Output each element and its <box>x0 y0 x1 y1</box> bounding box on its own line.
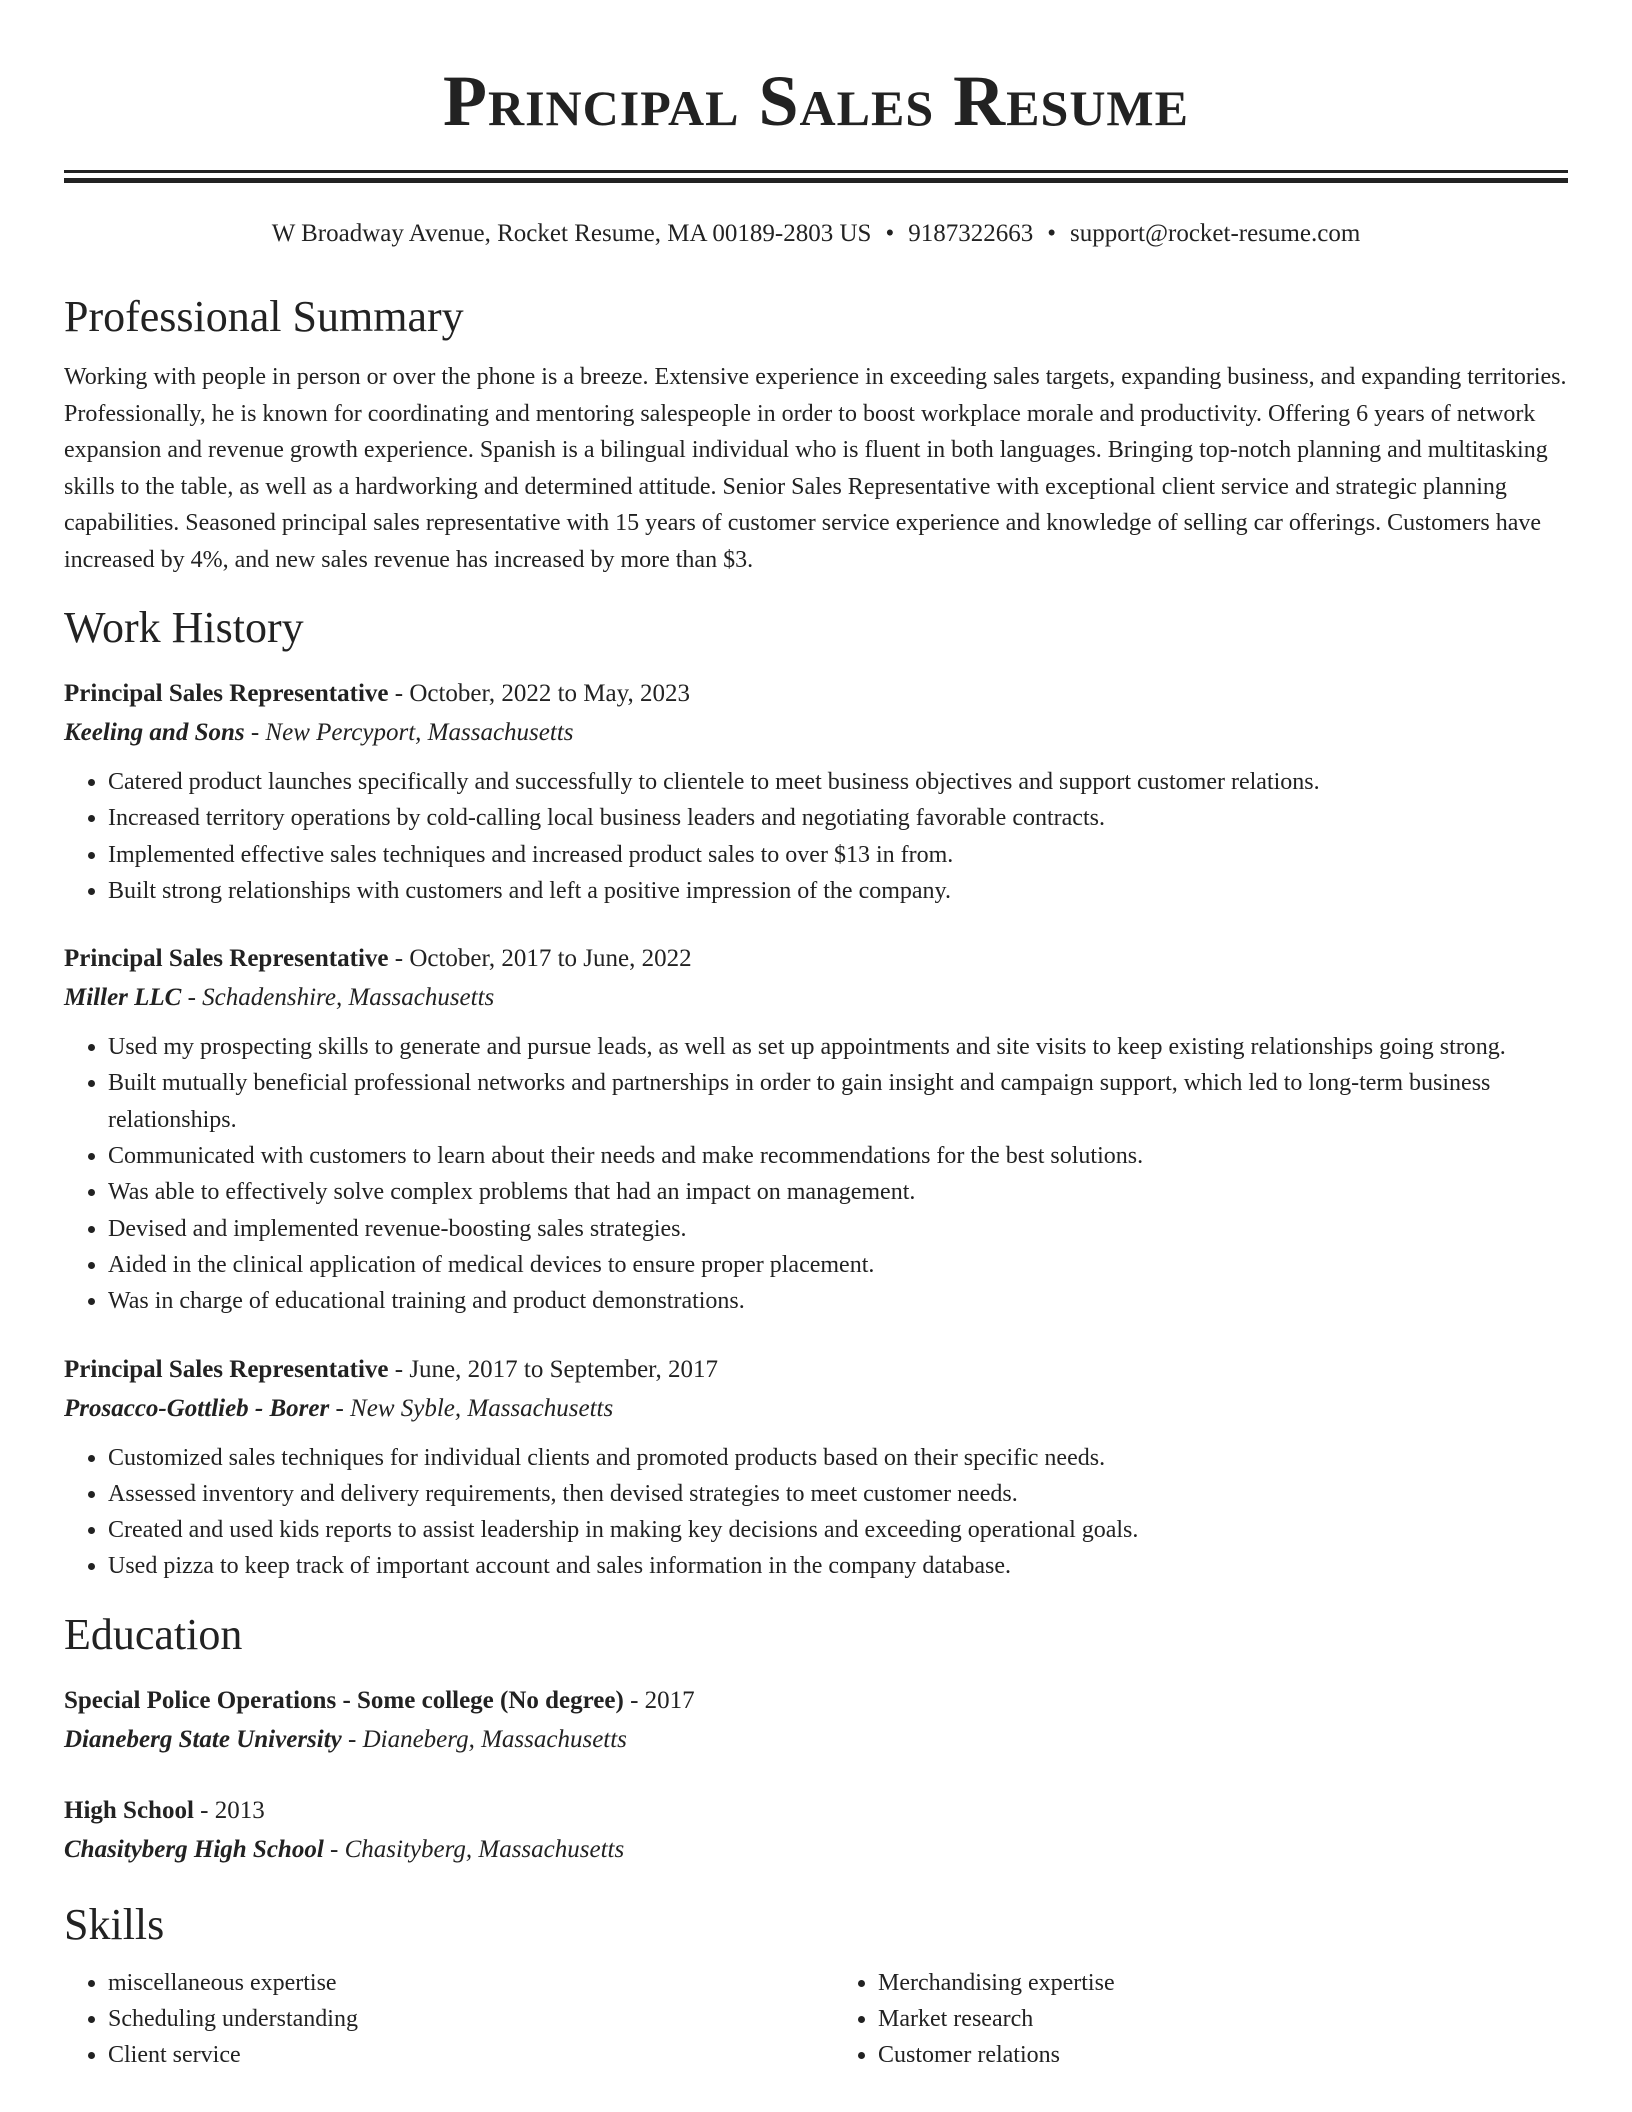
skill-item: • miscellaneous expertise <box>108 1965 798 2001</box>
list-item: • Built strong relationships with customers and left a positive impression of the company. <box>108 873 1568 909</box>
contact-address: W Broadway Avenue, Rocket Resume, MA 00189-2803 US <box>271 220 872 247</box>
school-line <box>64 1720 1568 1759</box>
list-item: • Increased territory operations by cold-calling local business leaders and negotiating favorable contracts. <box>108 800 1568 836</box>
job-title: Principal Sales Representative <box>64 680 389 707</box>
work-history-heading: Work History <box>64 603 304 652</box>
degree-name: High School <box>64 1796 194 1824</box>
contact-separator: • <box>885 220 895 247</box>
summary-text: Working with people in person or over the phone is a breeze. Extensive experience in exceeding sales targets, expanding business, and expanding territories. Professionally, he is known for coordinating and mentoring salespeople in order to boost workplace morale and productivity. Offering 6 years of network expansion and revenue growth experience. Spanish is a bilingual individual who is fluent in both languages. Bringing top-notch planning and multitasking skills to the table, as well as a hardworking and determined attitude. Senior Sales Representative with exceptional client service and strategic planning capabilities. Seasoned principal sales representative with 15 years of customer service experience and knowledge of selling car offerings. Customers have increased by 4%, and new sales revenue has increased by more than $3. <box>64 364 1567 573</box>
skills-list-right <box>798 1965 1568 2074</box>
education-entry <box>64 1681 1568 1759</box>
job-bullets <box>64 764 1568 909</box>
list-item: • Implemented effective sales techniques and increased product sales to over $13 in from. <box>108 837 1568 873</box>
list-item: • Built mutually beneficial professional networks and partnerships in order to gain insight and campaign support, which led to long-term business relationships. <box>108 1065 1568 1138</box>
list-item: • Was able to effectively solve complex problems that had an impact on management. <box>108 1174 1568 1210</box>
job-bullets <box>64 1440 1568 1585</box>
skills-list-left <box>64 1965 798 2074</box>
company-name: Keeling and Sons <box>64 719 245 746</box>
skills-heading: Skills <box>64 1899 165 1949</box>
company-location: - Schadenshire, Massachusetts <box>181 984 495 1012</box>
title-divider-thick <box>64 178 1568 183</box>
contact-phone: 9187322663 <box>908 220 1034 247</box>
degree-year: - 2017 <box>623 1686 695 1714</box>
company-line <box>64 713 1568 752</box>
list-item: • Used my prospecting skills to generate and pursue leads, as well as set up appointments and site visits to keep existing relationships going strong. <box>108 1029 1568 1065</box>
summary-heading: Professional Summary <box>64 292 464 341</box>
company-line <box>64 1389 1568 1428</box>
education-heading: Education <box>64 1609 243 1659</box>
company-name: Miller LLC <box>64 984 182 1012</box>
degree-year: - 2013 <box>193 1796 265 1824</box>
list-item: • Catered product launches specifically and successfully to clientele to meet business objectives and support customer relations. <box>108 764 1568 800</box>
school-location: - Chasityberg, Massachusetts <box>323 1835 625 1863</box>
degree-line <box>64 1681 1568 1720</box>
company-line <box>64 978 1568 1017</box>
job-entry <box>64 674 1568 909</box>
contact-separator: • <box>1047 220 1056 247</box>
job-title-line <box>64 939 1568 978</box>
list-item: • Was in charge of educational training and product demonstrations. <box>108 1283 1568 1319</box>
school-name: Dianeberg State University <box>64 1725 342 1753</box>
skill-item: • Client service <box>108 2037 798 2073</box>
skill-item: • Merchandising expertise <box>878 1965 1568 2001</box>
contact-line <box>64 217 1568 251</box>
job-title-line <box>64 1350 1568 1389</box>
job-dates: - October, 2017 to June, 2022 <box>388 945 692 973</box>
job-title: Principal Sales Representative <box>64 945 389 973</box>
company-name: Prosacco-Gottlieb - Borer <box>64 1394 330 1422</box>
list-item: • Created and used kids reports to assist leadership in making key decisions and exceeding operational goals. <box>108 1512 1568 1548</box>
job-title: Principal Sales Representative <box>64 1355 389 1383</box>
job-entry <box>64 1350 1568 1585</box>
list-item: • Used pizza to keep track of important account and sales information in the company database. <box>108 1548 1568 1584</box>
job-dates: - June, 2017 to September, 2017 <box>388 1355 719 1383</box>
company-location: - New Percyport, Massachusetts <box>244 719 574 746</box>
page-title: Principal Sales Resume <box>443 61 1189 141</box>
company-location: - New Syble, Massachusetts <box>329 1394 614 1422</box>
list-item: • Assessed inventory and delivery requirements, then devised strategies to meet customer needs. <box>108 1476 1568 1512</box>
list-item: • Communicated with customers to learn about their needs and make recommendations for the best solutions. <box>108 1138 1568 1174</box>
contact-email: support@rocket-resume.com <box>1069 220 1361 247</box>
list-item: • Devised and implemented revenue-boosting sales strategies. <box>108 1211 1568 1247</box>
school-name: Chasityberg High School <box>64 1835 324 1863</box>
skills-columns <box>64 1965 1568 2074</box>
list-item: • Customized sales techniques for individual clients and promoted products based on their specific needs. <box>108 1440 1568 1476</box>
job-title-line <box>64 674 1568 713</box>
degree-name: Special Police Operations - Some college (No degree) <box>64 1686 624 1714</box>
skill-item: • Market research <box>878 2001 1568 2037</box>
job-dates: - October, 2022 to May, 2023 <box>388 680 690 707</box>
skill-item: • Scheduling understanding <box>108 2001 798 2037</box>
school-line <box>64 1830 1568 1869</box>
title-divider-thin <box>64 170 1568 173</box>
education-entry <box>64 1791 1568 1869</box>
job-bullets <box>64 1029 1568 1319</box>
school-location: - Dianeberg, Massachusetts <box>341 1725 627 1753</box>
list-item: • Aided in the clinical application of medical devices to ensure proper placement. <box>108 1247 1568 1283</box>
skill-item: • Customer relations <box>878 2037 1568 2073</box>
degree-line <box>64 1791 1568 1830</box>
job-entry <box>64 939 1568 1319</box>
